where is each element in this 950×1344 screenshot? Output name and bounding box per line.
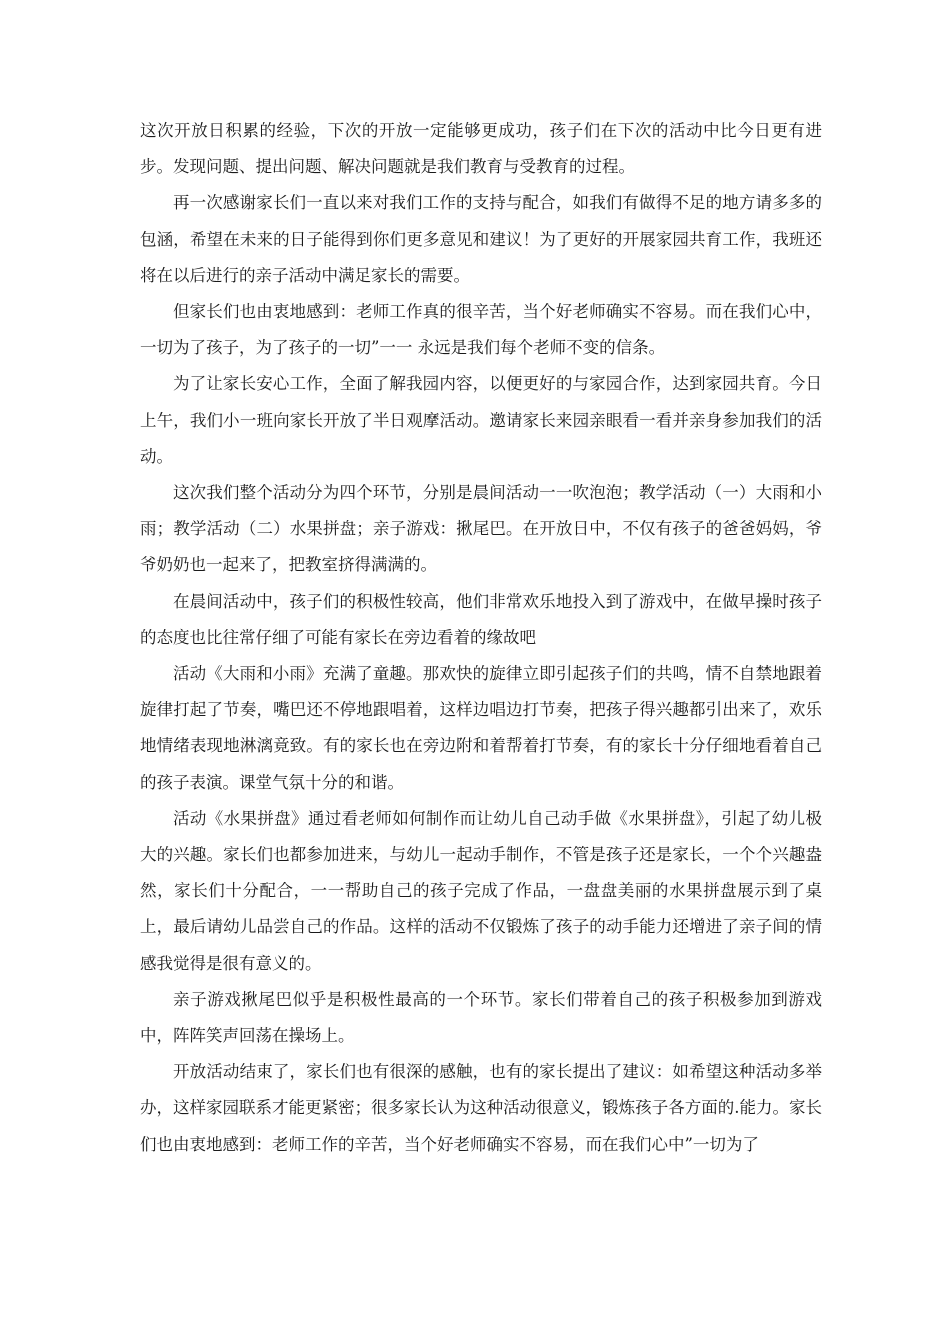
paragraph-3: 但家长们也由衷地感到：老师工作真的很辛苦，当个好老师确实不容易。而在我们心中，一切为了孩子，为了孩子的一切”一一 永远是我们每个老师不变的信条。 (140, 302, 822, 358)
paragraph-1: 这次开放日积累的经验，下次的开放一定能够更成功，孩子们在下次的活动中比今日更有进步。发现问题、提出问题、解决问题就是我们教育与受教育的过程。 (140, 121, 822, 177)
paragraph-10: 开放活动结束了，家长们也有很深的感触，也有的家长提出了建议：如希望这种活动多举办，这样家园联系才能更紧密；很多家长认为这种活动很意义，锻炼孩子各方面的.能力。家长们也由衷地感到：老师工作的辛苦，当个好老师确实不容易，而在我们心中”一切为了 (140, 1062, 822, 1154)
paragraph-4: 为了让家长安心工作，全面了解我园内容，以便更好的与家园合作，达到家园共育。今日上午，我们小一班向家长开放了半日观摩活动。邀请家长来园亲眼看一看并亲身参加我们的活动。 (140, 374, 822, 466)
paragraph-6: 在晨间活动中，孩子们的积极性较高，他们非常欢乐地投入到了游戏中，在做早操时孩子的态度也比往常仔细了可能有家长在旁边看着的缘故吧 (140, 591, 822, 647)
document-body (140, 113, 822, 1163)
paragraph-7: 活动《大雨和小雨》充满了童趣。那欢快的旋律立即引起孩子们的共鸣，情不自禁地跟着旋律打起了节奏，嘴巴还不停地跟唱着，这样边唱边打节奏，把孩子得兴趣都引出来了，欢乐地情绪表现地淋漓竟致。有的家长也在旁边附和着帮着打节奏，有的家长十分仔细地看着自己的孩子表演。课堂气氛十分的和谐。 (140, 664, 822, 792)
paragraph-5: 这次我们整个活动分为四个环节，分别是晨间活动一一吹泡泡；教学活动（一）大雨和小雨；教学活动（二）水果拼盘；亲子游戏：揪尾巴。在开放日中，不仅有孩子的爸爸妈妈，爷爷奶奶也一起来了，把教室挤得满满的。 (140, 483, 822, 575)
paragraph-2: 再一次感谢家长们一直以来对我们工作的支持与配合，如我们有做得不足的地方请多多的包涵，希望在未来的日子能得到你们更多意见和建议！为了更好的开展家园共育工作，我班还将在以后进行的亲子活动中满足家长的需要。 (140, 193, 822, 285)
paragraph-8: 活动《水果拼盘》通过看老师如何制作而让幼儿自己动手做《水果拼盘》，引起了幼儿极大的兴趣。家长们也都参加进来，与幼儿一起动手制作，不管是孩子还是家长，一个个兴趣盎然，家长们十分配合，一一帮助自己的孩子完成了作品，一盘盘美丽的水果拼盘展示到了桌上，最后请幼儿品尝自己的作品。这样的活动不仅锻炼了孩子的动手能力还增进了亲子间的情感我觉得是很有意义的。 (140, 808, 822, 973)
paragraph-9: 亲子游戏揪尾巴似乎是积极性最高的一个环节。家长们带着自己的孩子积极参加到游戏中，阵阵笑声回荡在操场上。 (140, 989, 822, 1046)
